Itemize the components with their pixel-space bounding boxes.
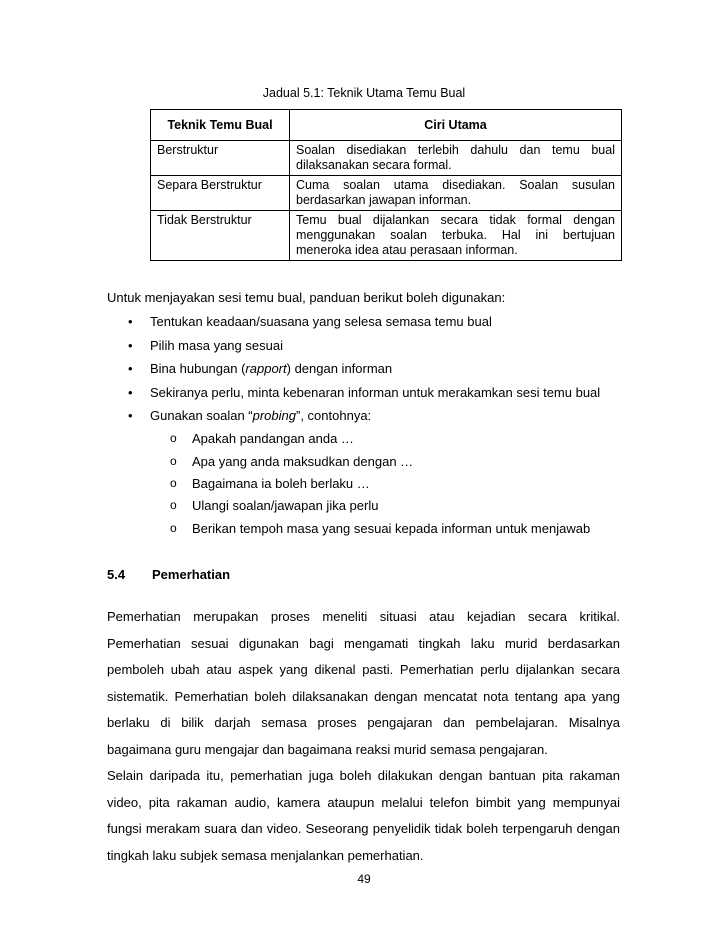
table-cell-teknik: Tidak Berstruktur [151, 211, 290, 261]
sub-bullet-text: Bagaimana ia boleh berlaku … [192, 476, 370, 491]
guidelines-intro: Untuk menjayakan sesi temu bual, panduan berikut boleh digunakan: [107, 290, 506, 305]
table-row [151, 211, 622, 261]
bullet-text [150, 408, 371, 423]
sub-bullet-text: Ulangi soalan/jawapan jika perlu [192, 498, 379, 513]
paragraph: Selain daripada itu, pemerhatian juga boleh dilakukan dengan bantuan pita rakaman video, pita rakaman audio, kamera ataupun melalui telefon bimbit yang mempunyai fungsi merakam suara dan video. Seseorang penyelidik tidak boleh terpengaruh dengan tingkah laku subjek semasa menjalankan pemerhatian. [107, 768, 620, 863]
bullet-text [150, 361, 392, 376]
section-title: Pemerhatian [152, 567, 231, 582]
table-row [151, 176, 622, 211]
table-cell-teknik: Berstruktur [151, 141, 290, 176]
bullet-text-emphasis: rapport [245, 361, 287, 376]
bullet-icon: • [128, 361, 133, 376]
bullet-icon: • [128, 338, 133, 353]
hollow-circle-icon: o [170, 498, 177, 512]
table-header-ciri: Ciri Utama [290, 110, 622, 141]
table-cell-ciri: Soalan disediakan terlebih dahulu dan temu bual dilaksanakan secara formal. [290, 141, 622, 176]
interview-techniques-table [150, 109, 622, 261]
hollow-circle-icon: o [170, 431, 177, 445]
table-cell-teknik: Separa Berstruktur [151, 176, 290, 211]
bullet-icon: • [128, 385, 133, 400]
bullet-text-post: ) dengan informan [286, 361, 393, 376]
hollow-circle-icon: o [170, 476, 177, 490]
page-number: 49 [357, 872, 371, 886]
table-cell-ciri: Cuma soalan utama disediakan. Soalan susulan berdasarkan jawapan informan. [290, 176, 622, 211]
bullet-text: Pilih masa yang sesuai [150, 338, 283, 353]
hollow-circle-icon: o [170, 454, 177, 468]
table-caption: Jadual 5.1: Teknik Utama Temu Bual [262, 86, 466, 100]
sub-bullet-text: Berikan tempoh masa yang sesuai kepada informan untuk menjawab [192, 521, 591, 536]
table-row [151, 141, 622, 176]
paragraph: Pemerhatian merupakan proses meneliti situasi atau kejadian secara kritikal. Pemerhatian sesuai digunakan bagi mengamati tingkah laku murid berdasarkan pemboleh ubah atau aspek yang dikenal pasti. Pemerhatian perlu dijalankan secara sistematik. Pemerhatian boleh dilaksanakan dengan mencatat nota tentang apa yang berlaku di bilik darjah semasa proses pengajaran dan pembelajaran. Misalnya bagaimana guru mengajar dan bagaimana reaksi murid semasa pengajaran. [107, 609, 620, 757]
table-cell-ciri: Temu bual dijalankan secara tidak formal dengan menggunakan soalan terbuka. Hal ini bertujuan meneroka idea atau perasaan informan. [290, 211, 622, 261]
section-number: 5.4 [107, 567, 126, 582]
bullet-icon: • [128, 314, 133, 329]
table-header-teknik: Teknik Temu Bual [151, 110, 290, 141]
bullet-text-pre: Gunakan soalan “ [150, 408, 253, 423]
table-header-row [151, 110, 622, 141]
sub-bullet-text: Apakah pandangan anda … [192, 431, 354, 446]
sub-bullet-text: Apa yang anda maksudkan dengan … [192, 454, 414, 469]
bullet-text: Sekiranya perlu, minta kebenaran informan untuk merakamkan sesi temu bual [150, 385, 601, 400]
bullet-text-post: ”, contohnya: [296, 408, 372, 423]
bullet-text: Tentukan keadaan/suasana yang selesa semasa temu bual [150, 314, 492, 329]
hollow-circle-icon: o [170, 521, 177, 535]
bullet-icon: • [128, 408, 133, 423]
section-heading [107, 567, 230, 582]
bullet-text-pre: Bina hubungan ( [150, 361, 246, 376]
bullet-text-emphasis: probing [252, 408, 296, 423]
